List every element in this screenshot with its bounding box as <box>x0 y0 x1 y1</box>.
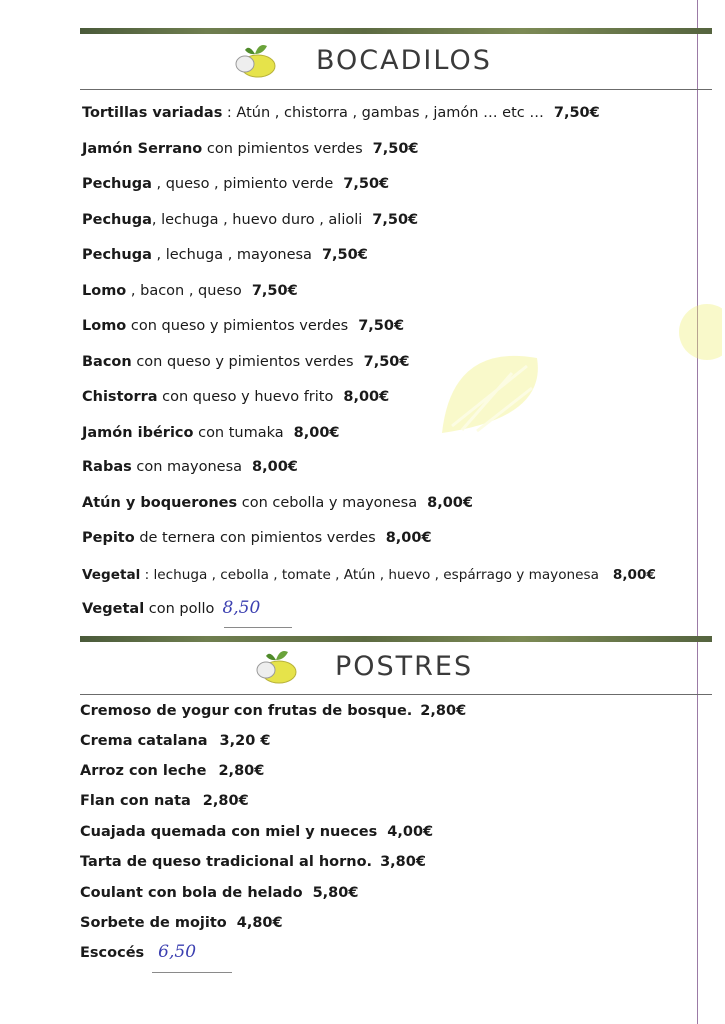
background-lemon-slice <box>432 338 547 443</box>
menu-item: Chistorra con queso y huevo frito 8,00€ <box>82 389 390 405</box>
menu-item: Pechuga , lechuga , mayonesa 7,50€ <box>82 247 368 263</box>
dessert-item: Tarta de queso tradicional al horno. 3,80€ <box>80 854 426 870</box>
dessert-item-handwritten: Escocés 6,50 <box>80 942 197 962</box>
menu-item: Bacon con queso y pimientos verdes 7,50€ <box>82 354 410 370</box>
handwritten-underline <box>152 972 232 973</box>
handwritten-price: 8,50 <box>222 598 261 618</box>
dessert-item: Crema catalana 3,20 € <box>80 733 271 749</box>
header-underline <box>80 694 712 695</box>
handwritten-underline <box>224 627 292 628</box>
menu-item: Atún y boquerones con cebolla y mayonesa 8,00€ <box>82 495 473 511</box>
header-underline <box>80 89 712 90</box>
dessert-item: Sorbete de mojito 4,80€ <box>80 915 283 931</box>
menu-item: Pechuga, lechuga , huevo duro , alioli 7,50€ <box>82 212 419 228</box>
dessert-item: Cremoso de yogur con frutas de bosque. 2,80€ <box>80 703 467 719</box>
handwritten-price: 6,50 <box>158 942 197 962</box>
section-title-bocadillos: BOCADILOS <box>316 45 492 76</box>
dessert-item: Arroz con leche 2,80€ <box>80 763 265 779</box>
lemon-icon <box>233 40 277 78</box>
lemon-icon <box>254 646 298 684</box>
menu-item: Lomo con queso y pimientos verdes 7,50€ <box>82 318 405 334</box>
header-band <box>80 636 712 642</box>
dessert-item: Coulant con bola de helado 5,80€ <box>80 885 359 901</box>
menu-item: Jamón Serrano con pimientos verdes 7,50€ <box>82 141 419 157</box>
menu-item: Tortillas variadas : Atún , chistorra , gambas , jamón … etc … 7,50€ <box>82 105 600 121</box>
dessert-item: Cuajada quemada con miel y nueces 4,00€ <box>80 824 434 840</box>
page-edge-line <box>697 0 698 1024</box>
menu-item-handwritten: Vegetal con pollo 8,50 <box>82 598 261 618</box>
menu-item: Lomo , bacon , queso 7,50€ <box>82 283 298 299</box>
header-band <box>80 28 712 34</box>
menu-item: Jamón ibérico con tumaka 8,00€ <box>82 425 340 441</box>
menu-item: Vegetal : lechuga , cebolla , tomate , Atún , huevo , espárrago y mayonesa 8,00€ <box>82 567 656 583</box>
menu-item: Rabas con mayonesa 8,00€ <box>82 459 298 475</box>
background-lemon-slice <box>672 300 722 365</box>
dessert-item: Flan con nata 2,80€ <box>80 793 249 809</box>
menu-item: Pepito de ternera con pimientos verdes 8,00€ <box>82 530 432 546</box>
menu-item: Pechuga , queso , pimiento verde 7,50€ <box>82 176 390 192</box>
section-title-postres: POSTRES <box>335 651 474 682</box>
